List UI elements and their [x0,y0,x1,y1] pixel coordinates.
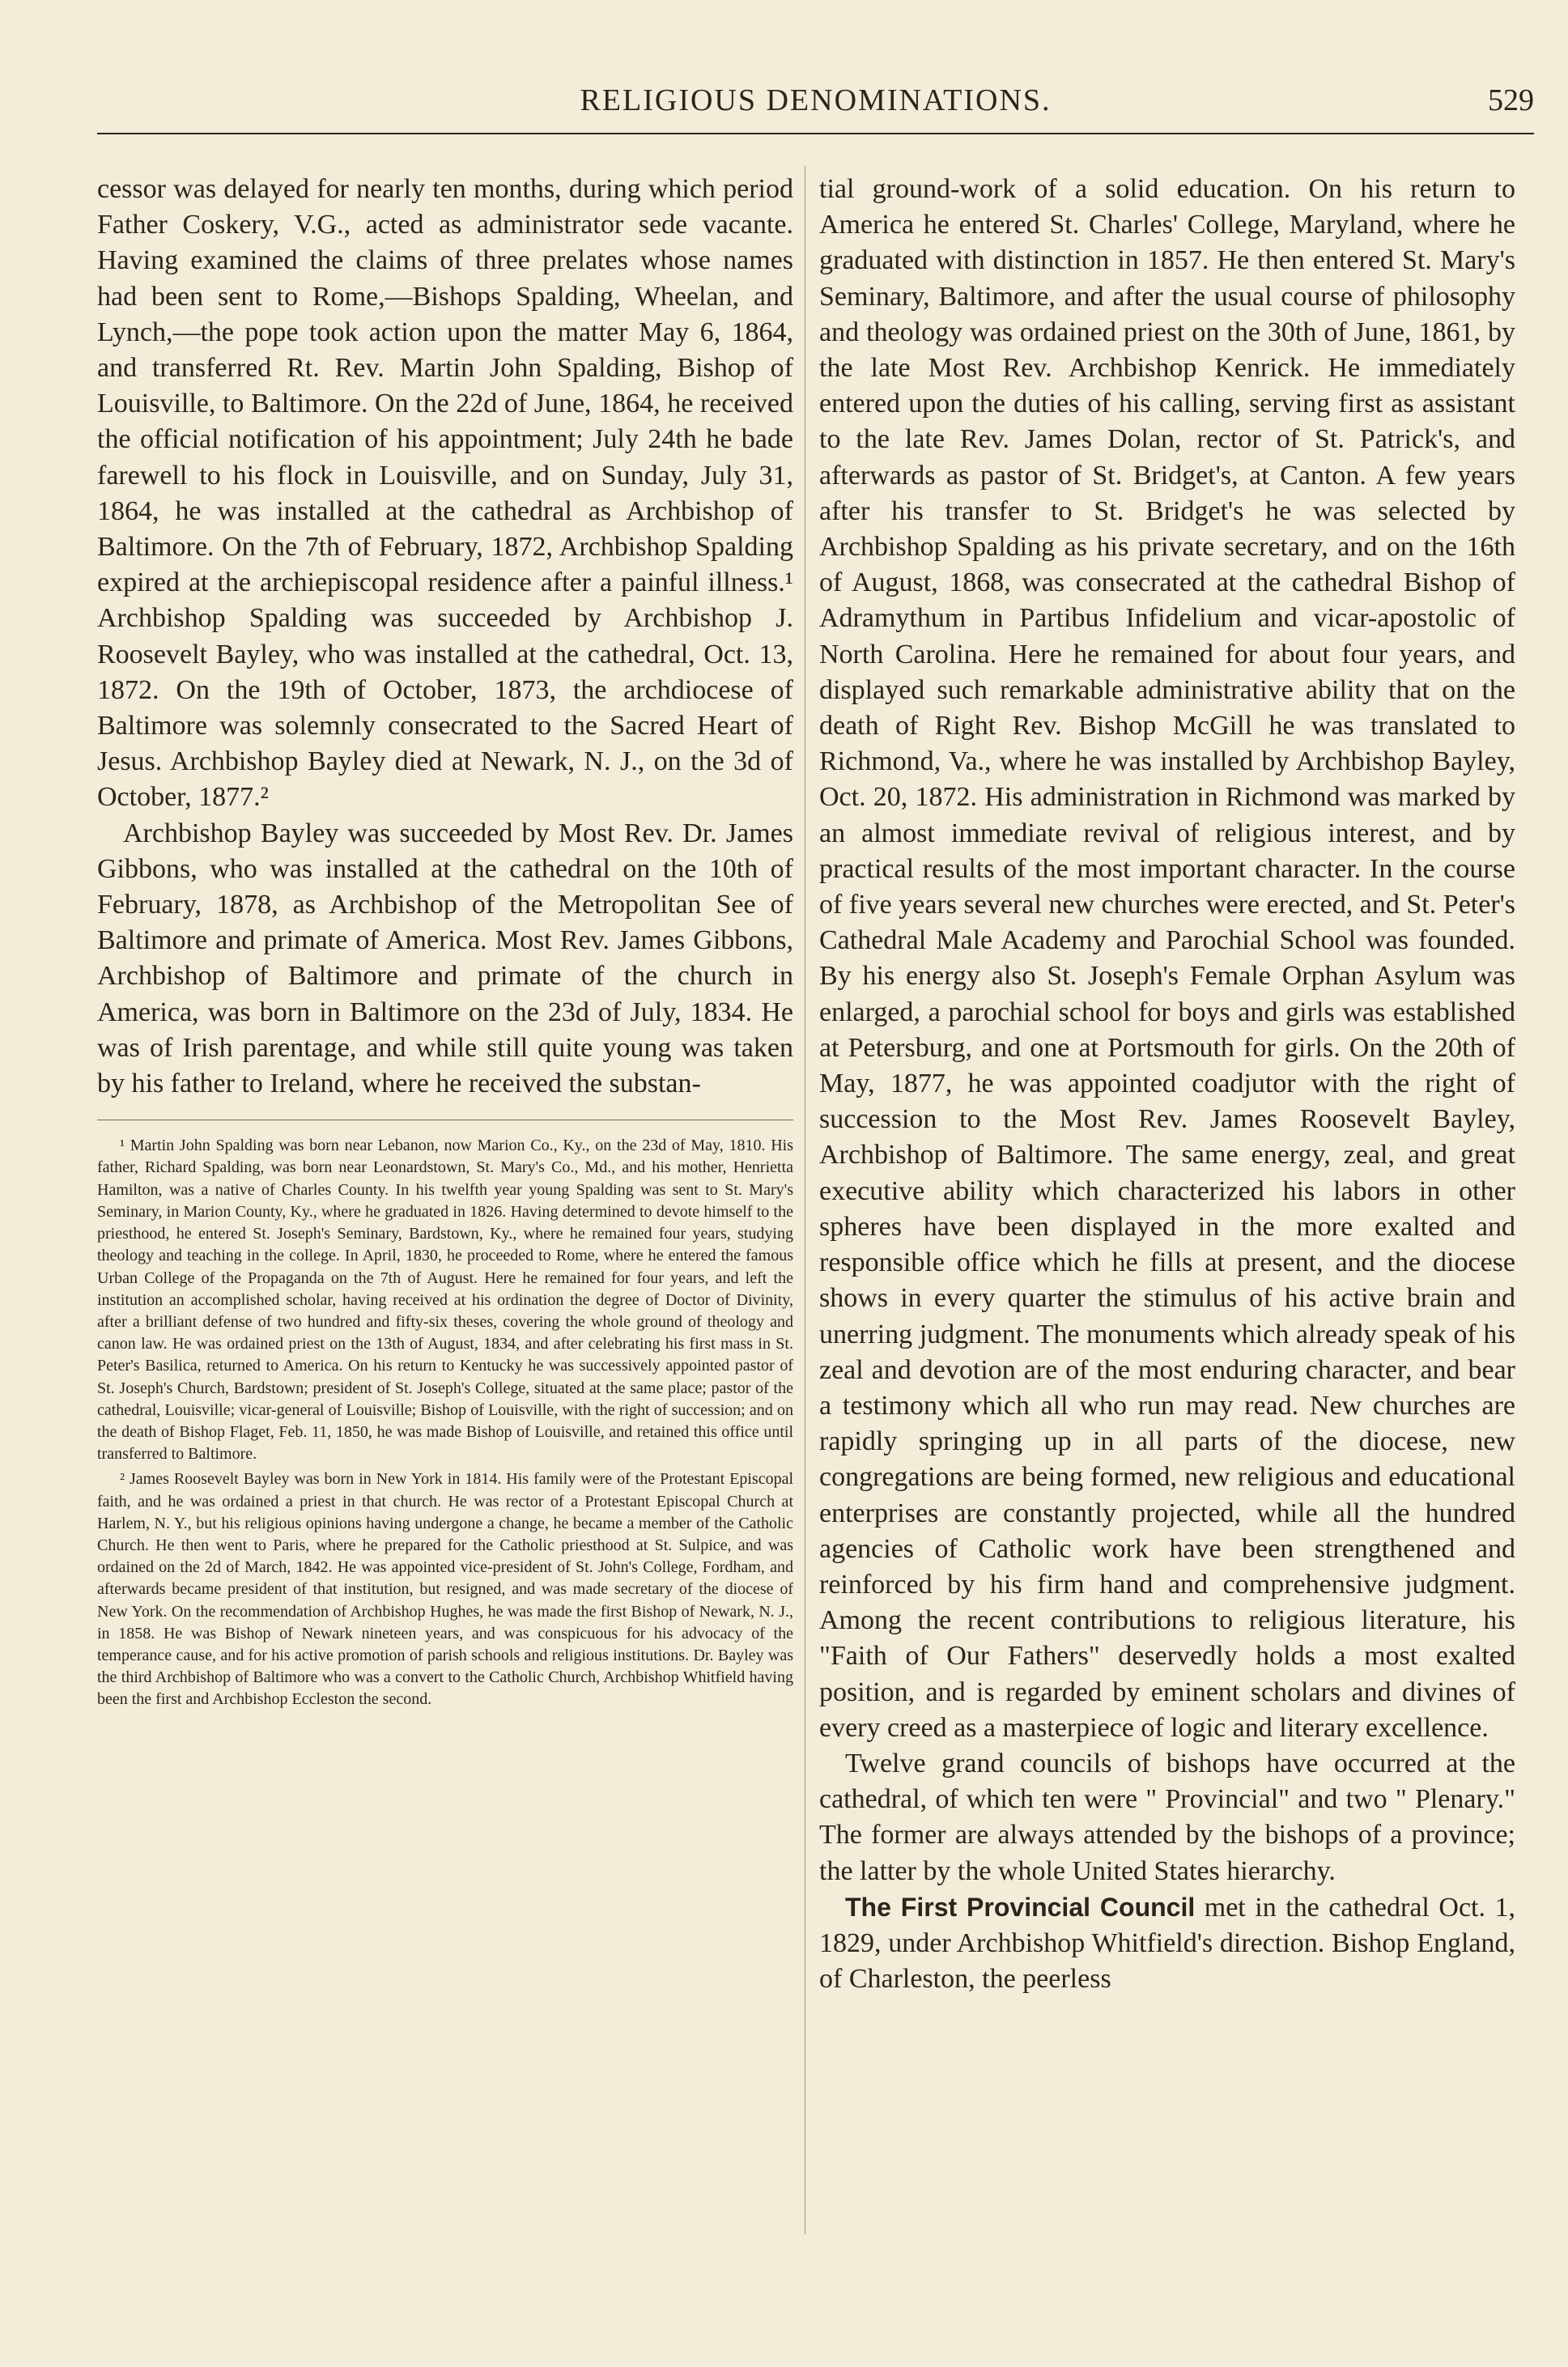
left-column [97,172,793,1711]
section-heading: The First Provincial Council [845,1892,1196,1922]
paragraph-text: met in the cathedral Oct. 1, 1829, under Archbishop Whitfield's direction. Bishop England, of Charleston, the peerless [819,1892,1516,1995]
paragraph: Twelve grand councils of bishops have occurred at the cathedral, of which ten were " Provincial" and two " Plenary." The former are always attended by the bishops of a province; the latter by the whole United States hierarchy. [819,1748,1515,1886]
header-rule [97,133,1534,134]
page-header [97,83,1534,123]
paragraph [819,1889,1515,1998]
footnote: ¹ Martin John Spalding was born near Lebanon, now Marion Co., Ky., on the 23d of May, 1810. His father, Richard Spalding, was born near Leonardstown, St. Mary's Co., Md., and his mother, Henrietta Hamilton, was a native of Charles County. In his twelfth year young Spalding was sent to St. Mary's Seminary, in Marion County, Ky., where he graduated in 1826. Having determined to devote himself to the priesthood, he entered St. Joseph's Seminary, Bardstown, Ky., where he remained four years, studying theology and teaching in the college. In April, 1830, he proceeded to Rome, where he entered the famous Urban College of the Propaganda on the 7th of August. Here he remained for four years, and left the institution an accomplished scholar, having received at his ordination the degree of Doctor of Divinity, after a brilliant defense of two hundred and fifty-six theses, covering the whole ground of theology and canon law. He was ordained priest on the 13th of August, 1834, and after celebrating his first mass in St. Peter's Basilica, returned to America. On his return to Kentucky he was successively appointed pastor of St. Joseph's Church, Bardstown; president of St. Joseph's College, situated at the same place; pastor of the cathedral, Louisville; vicar-general of Louisville; Bishop of Louisville, with the right of succession; and on the death of Bishop Flaget, Feb. 11, 1850, he was made Bishop of Louisville, and retained this office until transferred to Baltimore. [97,1137,793,1464]
paragraph: tial ground-work of a solid education. On his return to America he entered St. Charles' College, Maryland, where he graduated with distinction in 1857. He then entered St. Mary's Seminary, Baltimore, and after the usual course of philosophy and theology was ordained priest on the 30th of June, 1861, by the late Most Rev. Archbishop Kenrick. He immediately entered upon the duties of his calling, serving first as assistant to the late Rev. James Dolan, rector of St. Patrick's, and afterwards as pastor of St. Bridget's, at Canton. A few years after his transfer to St. Bridget's he was selected by Archbishop Spalding as his private secretary, and on the 16th of August, 1868, was consecrated at the cathedral Bishop of Adramythum in Partibus Infidelium and vicar-apostolic of North Carolina. Here he remained for about four years, and displayed such remarkable administrative ability that on the death of Right Rev. Bishop McGill he was translated to Richmond, Va., where he was installed by Archbishop Bayley, Oct. 20, 1872. His administration in Richmond was marked by an almost immediate revival of religious interest, and by practical results of the most important character. In the course of five years several new churches were erected, and St. Peter's Cathedral Male Academy and Parochial School was founded. By his energy also St. Joseph's Female Orphan Asylum was enlarged, a parochial school for boys and girls was established at Petersburg, and one at Portsmouth for girls. On the 20th of May, 1877, he was appointed coadjutor with the right of succession to the Most Rev. James Roosevelt Bayley, Archbishop of Baltimore. The same energy, zeal, and great executive ability which characterized his labors in other spheres have been displayed in the more exalted and responsible office which he fills at present, and the diocese shows in every quarter the stimulus of his active brain and unerring judgment. The monuments which already speak of his zeal and devotion are of the most enduring character, and bear a testimony which all who run may read. New churches are rapidly springing up in all parts of the diocese, new congregations are being formed, new religious and educational enterprises are constantly projected, while all the hundred agencies of Catholic work have been strengthened and reinforced by his firm hand and comprehensive judgment. Among the recent contributions to religious literature, his "Faith of Our Fathers" deservedly holds a most exalted position, and is regarded by eminent scholars and divines of every creed as a masterpiece of logic and literary excellence. [819,174,1515,1743]
running-head: RELIGIOUS DENOMINATIONS. [580,83,1052,117]
page-number: 529 [1488,83,1534,117]
right-column [819,172,1515,1997]
footnote: ² James Roosevelt Bayley was born in New York in 1814. His family were of the Protestant Episcopal faith, and he was ordained a priest in that church. He was rector of a Protestant Episcopal Church at Harlem, N. Y., but his religious opinions having undergone a change, he became a member of the Catholic Church. He then went to Paris, where he prepared for the Catholic priesthood at St. Sulpice, and was ordained on the 2d of March, 1842. He was appointed vice-president of St. John's College, Fordham, and afterwards became president of that institution, but resigned, and was made secretary of the diocese of New York. On the recommendation of Archbishop Hughes, he was made the first Bishop of Newark, N. J., in 1858. He was Bishop of Newark nineteen years, and was conspicuous for his advocacy of the temperance cause, and for his active promotion of parish schools and religious institutions. Dr. Bayley was the third Archbishop of Baltimore who was a convert to the Catholic Church, Archbishop Whitfield having been the first and Archbishop Eccleston the second. [97,1470,793,1709]
paragraph: cessor was delayed for nearly ten months, during which period Father Coskery, V.G., acted as administrator sede vacante. Having examined the claims of three prelates whose names had been sent to Rome,—Bishops Spalding, Wheelan, and Lynch,—the pope took action upon the matter May 6, 1864, and transferred Rt. Rev. Martin John Spalding, Bishop of Louisville, to Baltimore. On the 22d of June, 1864, he received the official notification of his appointment; July 24th he bade farewell to his flock in Louisville, and on Sunday, July 31, 1864, he was installed at the cathedral as Archbishop of Baltimore. On the 7th of February, 1872, Archbishop Spalding expired at the archiepiscopal residence after a painful illness.¹ Archbishop Spalding was succeeded by Archbishop J. Roosevelt Bayley, who was installed at the cathedral, Oct. 13, 1872. On the 19th of October, 1873, the archdiocese of Baltimore was solemnly consecrated to the Sacred Heart of Jesus. Archbishop Bayley died at Newark, N. J., on the 3d of October, 1877.² [97,174,793,813]
paragraph: Archbishop Bayley was succeeded by Most Rev. Dr. James Gibbons, who was installed at the cathedral on the 10th of February, 1878, as Archbishop of the Metropolitan See of Baltimore and primate of America. Most Rev. James Gibbons, Archbishop of Baltimore and primate of the church in America, was born in Baltimore on the 23d of July, 1834. He was of Irish parentage, and while still quite young was taken by his father to Ireland, where he received the substan- [97,818,793,1099]
